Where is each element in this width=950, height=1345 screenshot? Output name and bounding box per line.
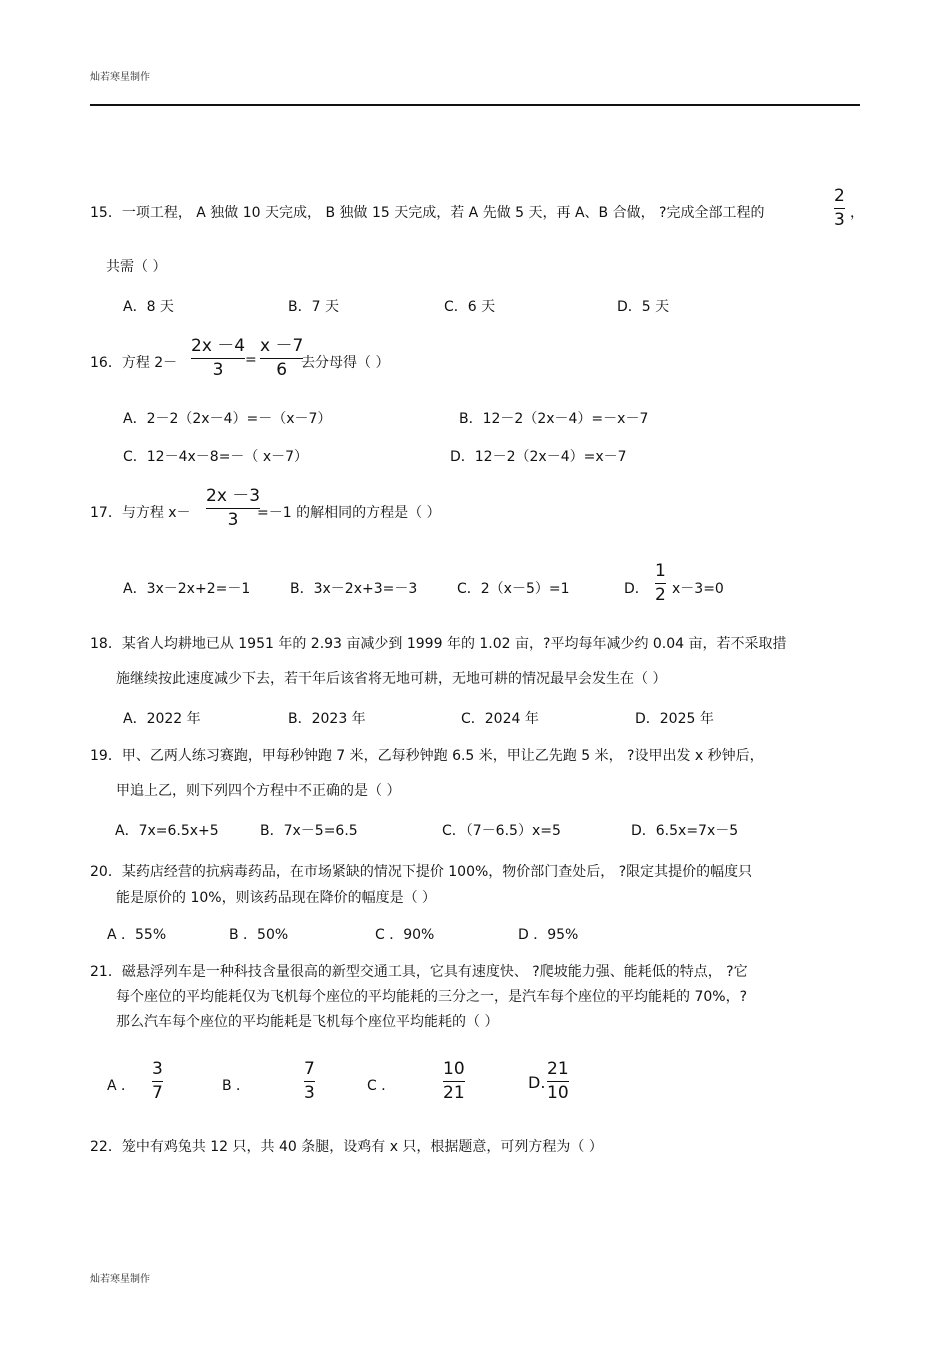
q19-line2: 甲追上乙，则下列四个方程中不正确的是（ ） <box>116 783 401 799</box>
q15-fraction <box>834 188 845 229</box>
fraction-bar <box>191 358 245 359</box>
q16-equals: = <box>245 352 257 368</box>
fraction-bar <box>834 208 845 209</box>
q15-option-a: A．8 天 <box>123 299 174 315</box>
q18-option-a: A．2022 年 <box>123 711 201 727</box>
q18-line1: 18．某省人均耕地已从 1951 年的 2.93 亩减少到 1999 年的 1.02 亩，?平均每年减少约 0.04 亩，若不采取措 <box>90 636 787 652</box>
q20-line1: 20．某药店经营的抗病毒药品，在市场紧缺的情况下提价 100%，物价部门查处后， ?限定其提价的幅度只 <box>90 864 753 880</box>
fraction-bar <box>304 1081 315 1082</box>
q16-prefix: 16．方程 2－ <box>90 355 178 371</box>
q19-option-d: D．6.5x=7x－5 <box>631 823 739 839</box>
q15-line2: 共需（ ） <box>106 259 167 275</box>
q16-option-b: B．12－2（2x－4）=－x－7 <box>459 411 649 427</box>
q19-line1: 19．甲、乙两人练习赛跑，甲每秒钟跑 7 米，乙每秒钟跑 6.5 米，甲让乙先跑 5 米， ?设甲出发 x 秒钟后， <box>90 748 764 764</box>
q21-line1: 21．磁悬浮列车是一种科技含量很高的新型交通工具，它具有速度快、 ?爬坡能力强、能耗低的特点， ?它 <box>90 964 748 980</box>
q17-optd-den: 2 <box>655 585 666 605</box>
q21-c-num: 10 <box>443 1059 465 1079</box>
fraction-bar <box>152 1081 163 1082</box>
q16-f1-den: 3 <box>212 360 224 380</box>
q20-option-c: C ．90% <box>375 927 435 943</box>
q18-option-c: C．2024 年 <box>461 711 539 727</box>
q17-prefix: 17．与方程 x－ <box>90 505 191 521</box>
q20-option-a: A ．55% <box>107 927 167 943</box>
q21-d-num: 21 <box>547 1059 569 1079</box>
q16-fraction-2 <box>260 338 303 379</box>
q21-b-num: 7 <box>304 1059 315 1079</box>
q18-line2: 施继续按此速度减少下去，若干年后该省将无地可耕，无地可耕的情况最早会发生在（ ） <box>116 671 667 687</box>
q20-line2: 能是原价的 10%，则该药品现在降价的幅度是（ ） <box>116 890 437 906</box>
q17-option-c: C．2（x－5）=1 <box>457 581 570 597</box>
q15-line1: 15．一项工程， A 独做 10 天完成， B 独做 15 天完成，若 A 先做 5 天，再 A、B 合做， ?完成全部工程的 <box>90 205 765 221</box>
fraction-bar <box>547 1081 569 1082</box>
q21-option-c-label: C ． <box>367 1078 396 1094</box>
header-rule <box>90 104 860 106</box>
q20-option-b: B ．50% <box>229 927 289 943</box>
q17-optd-num: 1 <box>655 561 666 581</box>
q17-option-d-tail: x－3=0 <box>672 581 724 597</box>
q15-option-c: C．6 天 <box>444 299 496 315</box>
q21-option-d-label: D. <box>528 1073 546 1092</box>
q17-suffix: =－1 的解相同的方程是（ ） <box>257 505 441 521</box>
q15-frac-num: 2 <box>834 186 845 206</box>
fraction-bar <box>443 1081 465 1082</box>
q21-option-d-fraction <box>547 1061 569 1102</box>
q16-f2-den: 6 <box>276 360 288 380</box>
q17-f-den: 3 <box>227 510 239 530</box>
q16-option-c: C．12－4x－8=－（ x－7） <box>123 449 309 465</box>
fraction-bar <box>260 358 303 359</box>
q21-option-b-fraction <box>304 1061 315 1102</box>
q17-fraction <box>206 488 260 529</box>
q16-option-d: D．12－2（2x－4）=x－7 <box>450 449 627 465</box>
q18-option-d: D．2025 年 <box>635 711 714 727</box>
q16-option-a: A．2－2（2x－4）=－（x－7） <box>123 411 332 427</box>
q16-f2-num: x －7 <box>260 336 304 356</box>
q21-option-a-label: A ． <box>107 1078 136 1094</box>
q22-line1: 22．笼中有鸡兔共 12 只，共 40 条腿，设鸡有 x 只，根据题意，可列方程为（ ） <box>90 1139 603 1155</box>
q21-a-num: 3 <box>152 1059 163 1079</box>
q15-frac-den: 3 <box>834 210 845 230</box>
q19-option-c: C．（7－6.5）x=5 <box>442 823 561 839</box>
q19-option-a: A．7x=6.5x+5 <box>115 823 219 839</box>
q17-f-num: 2x －3 <box>206 486 261 506</box>
q21-b-den: 3 <box>304 1083 315 1103</box>
q21-line2: 每个座位的平均能耗仅为飞机每个座位的平均能耗的三分之一，是汽车每个座位的平均能耗的 70%，? <box>116 989 747 1005</box>
q16-fraction-1 <box>191 338 245 379</box>
q21-option-a-fraction <box>152 1061 163 1102</box>
q21-d-den: 10 <box>547 1083 569 1103</box>
q21-a-den: 7 <box>152 1083 163 1103</box>
q15-option-d: D．5 天 <box>617 299 670 315</box>
q17-option-d: D． <box>624 581 649 597</box>
q18-option-b: B．2023 年 <box>288 711 366 727</box>
q17-option-d-fraction <box>655 563 666 604</box>
q21-line3: 那么汽车每个座位的平均能耗是飞机每个座位平均能耗的（ ） <box>116 1014 499 1030</box>
q15-option-b: B．7 天 <box>288 299 339 315</box>
q21-c-den: 21 <box>443 1083 465 1103</box>
q17-option-b: B．3x－2x+3=－3 <box>290 581 418 597</box>
q16-suffix: 去分母得（ ） <box>301 355 390 371</box>
q21-option-c-fraction <box>443 1061 465 1102</box>
q15-comma: ， <box>850 205 864 221</box>
q16-f1-num: 2x －4 <box>191 336 246 356</box>
q19-option-b: B．7x－5=6.5 <box>260 823 358 839</box>
q17-option-a: A．3x－2x+2=－1 <box>123 581 251 597</box>
fraction-bar <box>206 508 260 509</box>
q20-option-d: D ．95% <box>518 927 579 943</box>
page-header: 灿若寒星制作 <box>90 72 150 83</box>
fraction-bar <box>655 583 666 584</box>
page-footer: 灿若寒星制作 <box>90 1274 150 1285</box>
q21-option-b-label: B ． <box>222 1078 251 1094</box>
